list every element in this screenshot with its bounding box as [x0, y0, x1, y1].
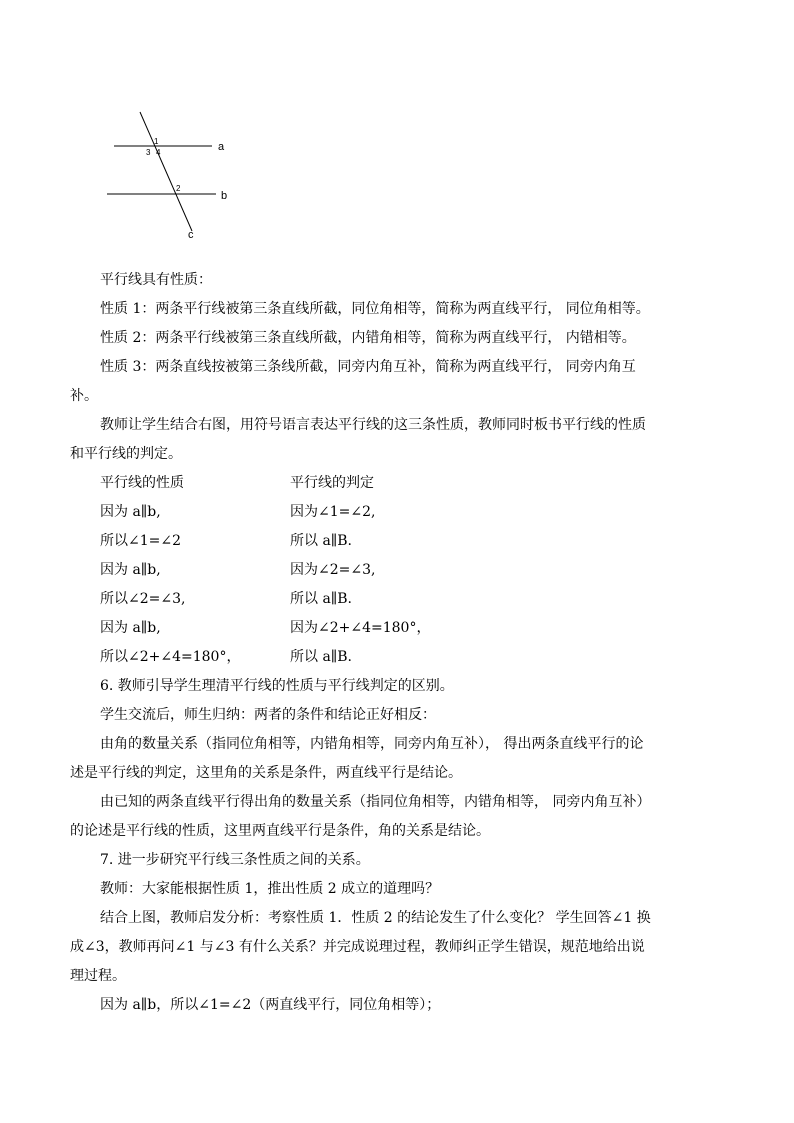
comparison-row: [100, 585, 740, 614]
criteria-cell: 所以 a∥B.: [290, 591, 353, 607]
criteria-cell: 所以 a∥B.: [290, 649, 353, 665]
comparison-row: [100, 498, 740, 527]
analysis-line-1: 结合上图，教师启发分析：考察性质 1．性质 2 的结论发生了什么变化？ 学生回答∠1 换: [100, 910, 651, 926]
analysis-line-2: 成∠3，教师再问∠1 与∠3 有什么关系？并完成说理过程，教师纠正学生错误，规范地给出说: [70, 939, 645, 955]
teacher-question: 教师：大家能根据性质 1，推出性质 2 成立的道理吗？: [100, 881, 440, 897]
criteria-explanation-line-2: 述是平行线的判定，这里角的关系是条件，两直线平行是结论。: [70, 765, 462, 781]
document-body: [70, 266, 740, 1020]
property-3-line-2: 补。: [70, 388, 98, 404]
angle-4-label: 4: [156, 148, 161, 157]
property-explanation-line-1: 由已知的两条直线平行得出角的数量关系（指同位角相等，内错角相等， 同旁内角互补）: [100, 794, 651, 810]
parallel-lines-diagram: [100, 100, 240, 245]
criteria-cell: 因为∠1=∠2,: [290, 504, 376, 520]
line-c: [140, 112, 192, 231]
step-7: 7. 进一步研究平行线三条性质之间的关系。: [100, 852, 370, 868]
comparison-row: [100, 556, 740, 585]
property-1: 性质 1：两条平行线被第三条直线所截，同位角相等，简称为两直线平行， 同位角相等。: [100, 301, 650, 317]
criteria-cell: 所以 a∥B.: [290, 533, 353, 549]
label-c: c: [188, 229, 194, 241]
comparison-header: [100, 469, 740, 498]
property-cell: 所以∠2=∠3,: [100, 591, 186, 607]
property-cell: 因为 a∥b,: [100, 504, 161, 520]
property-cell: 因为 a∥b,: [100, 562, 161, 578]
angle-1-label: 1: [154, 137, 159, 146]
comparison-row: [100, 527, 740, 556]
analysis-line-3: 理过程。: [70, 968, 126, 984]
property-cell: 所以∠1=∠2: [100, 533, 182, 549]
reasoning-step: 因为 a∥b，所以∠1=∠2（两直线平行，同位角相等）；: [100, 997, 441, 1013]
criteria-cell: 因为∠2+∠4=180°，: [290, 620, 431, 636]
summary-intro: 学生交流后，师生归纳：两者的条件和结论正好相反：: [100, 707, 436, 723]
teacher-instruction-line-2: 和平行线的判定。: [70, 446, 182, 462]
parallel-lines-figure: [100, 100, 240, 245]
property-2: 性质 2：两条平行线被第三条直线所截，内错角相等，简称为两直线平行， 内错相等。: [100, 330, 636, 346]
teacher-instruction-line-1: 教师让学生结合右图，用符号语言表达平行线的这三条性质，教师同时板书平行线的性质: [100, 417, 646, 433]
step-6: 6. 教师引导学生理清平行线的性质与平行线判定的区别。: [100, 678, 454, 694]
label-b: b: [221, 190, 228, 202]
criteria-explanation-line-1: 由角的数量关系（指同位角相等，内错角相等，同旁内角互补）， 得出两条直线平行的论: [100, 736, 644, 752]
paragraph-intro: 平行线具有性质：: [100, 272, 212, 288]
criteria-cell: 因为∠2=∠3,: [290, 562, 376, 578]
header-properties: 平行线的性质: [100, 475, 184, 491]
comparison-row: [100, 614, 740, 643]
property-cell: 所以∠2+∠4=180°，: [100, 649, 241, 665]
label-a: a: [218, 141, 225, 153]
property-3-line-1: 性质 3：两条直线按被第三条线所截，同旁内角互补，简称为两直线平行， 同旁内角互: [100, 359, 636, 375]
comparison-row: [100, 643, 740, 672]
angle-3-label: 3: [146, 148, 151, 157]
property-cell: 因为 a∥b,: [100, 620, 161, 636]
header-criteria: 平行线的判定: [290, 475, 374, 491]
property-explanation-line-2: 的论述是平行线的性质，这里两直线平行是条件，角的关系是结论。: [70, 823, 490, 839]
angle-2-label: 2: [176, 184, 181, 193]
